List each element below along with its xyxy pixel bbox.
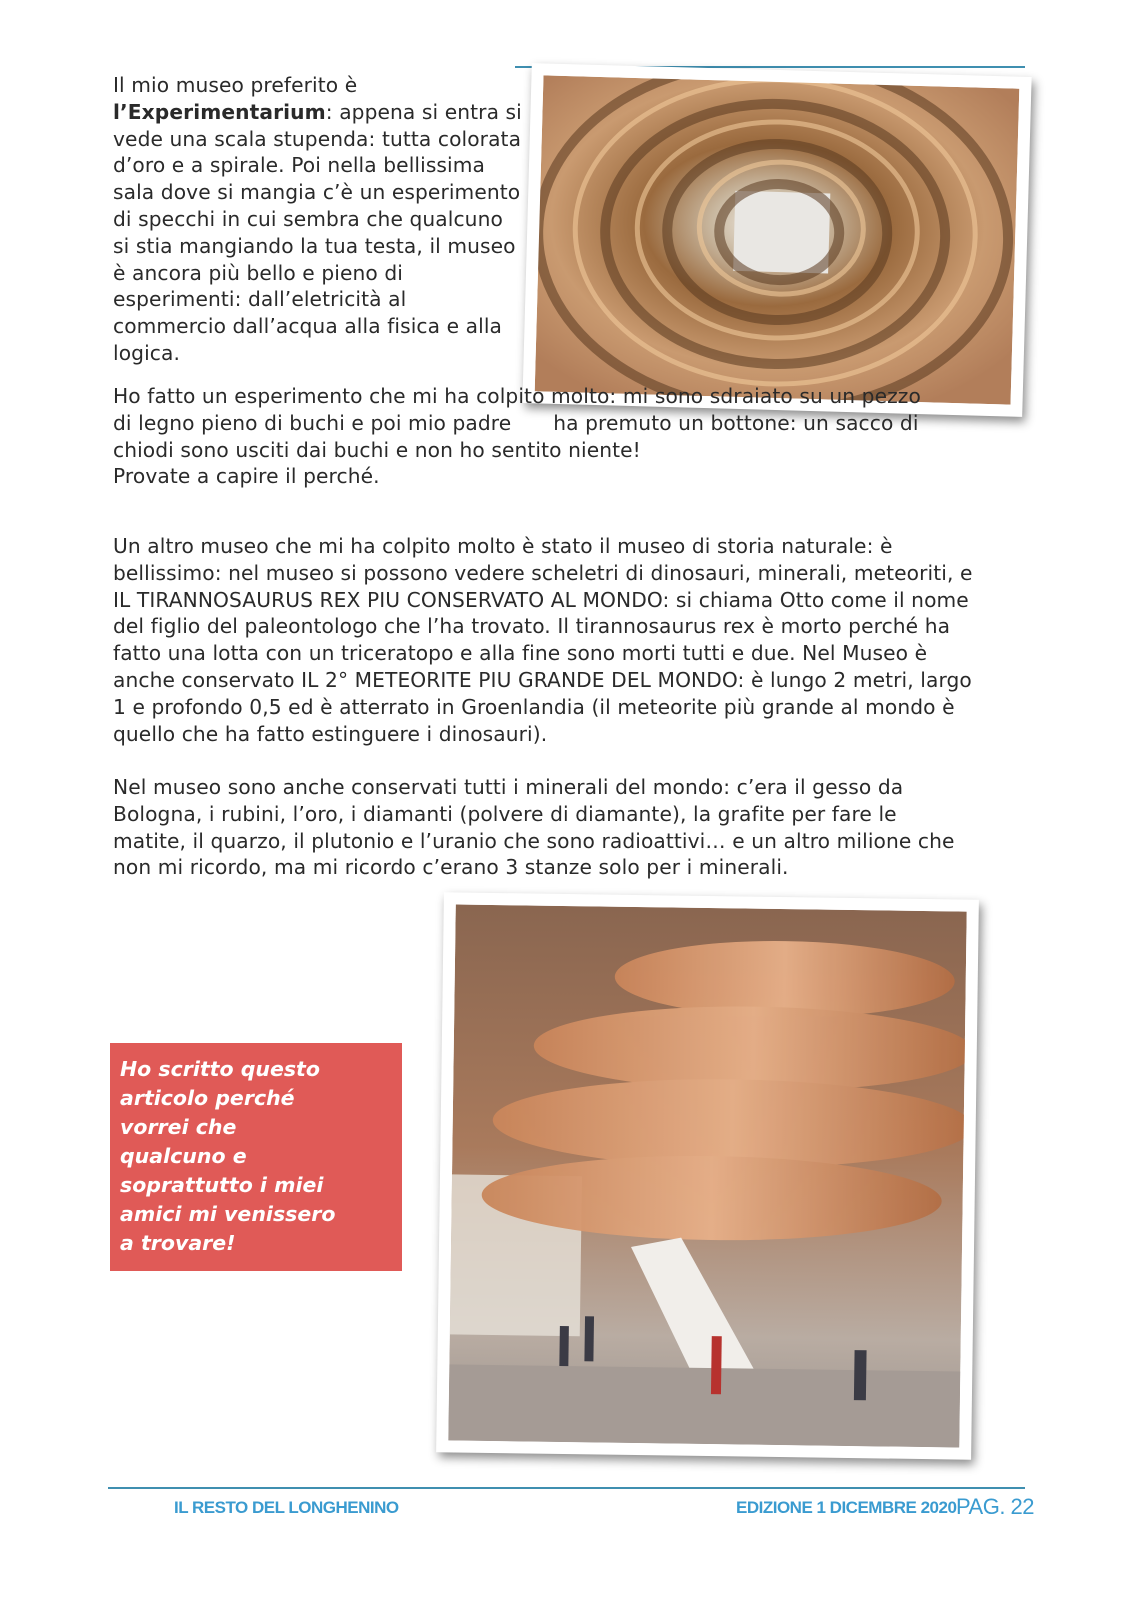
callout-text: Ho scritto questo articolo perché vorrei che qualcuno e soprattutto i miei amici mi venissero a trovare! bbox=[120, 1057, 336, 1255]
paragraph-experiment: Ho fatto un esperimento che mi ha colpito molto: mi sono sdraiato su un pezzo di legno pieno di buchi e poi mio padre ha premuto un bottone: un sacco di chiodi sono usciti dai buchi e non ho sentito niente! Provate a capire il perché. bbox=[113, 384, 921, 489]
paragraph-natural-history: Un altro museo che mi ha colpito molto è stato il museo di storia naturale: è bellissimo: nel museo si possono vedere scheletri di dinosauri, minerali, meteoriti, e IL TIRANNOSAURUS REX PIU CONSERVATO AL MONDO: si chiama Otto come il nome del figlio del paleontologo che l’ha trovato. Il tirannosaurus rex è morto perché ha fatto una lotta con un triceratopo e alla fine sono morti tutti e due. Nel Museo è anche conservato IL 2° METEORITE PIU GRANDE DEL MONDO: è lungo 2 metri, largo 1 e profondo 0,5 ed è atterrato in Groenlandia (il meteorite più grande al mondo è quello che ha fatto estinguere i dinosauri). bbox=[113, 534, 973, 746]
photo-spiral-staircase-top-view bbox=[522, 63, 1031, 417]
footer-rule bbox=[108, 1487, 1025, 1489]
footer-edition: EDIZIONE 1 DICEMBRE 2020 bbox=[736, 1498, 957, 1517]
footer-publication: IL RESTO DEL LONGHENINO bbox=[174, 1498, 399, 1517]
photo-copper-staircase-atrium bbox=[436, 892, 979, 1459]
footer-page-number: PAG. 22 bbox=[956, 1494, 1035, 1519]
museum-name: l’Experimentarium bbox=[113, 99, 326, 124]
paragraph-minerals: Nel museo sono anche conservati tutti i minerali del mondo: c’era il gesso da Bologna, i rubini, l’oro, i diamanti (polvere di diamante), la grafite per fare le matite, il quarzo, il plutonio e l’uranio che sono radioattivi… e un altro milione che non mi ricordo, ma mi ricordo c’erano 3 stanze solo per i minerali. bbox=[113, 775, 955, 880]
paragraph-intro: Il mio museo preferito è l’Experimentarium: appena si entra si vede una scala stupenda: tutta colorata d’oro e a spirale. Poi nella bellissima sala dove si mangia c’è un esperimento di specchi in cui sembra che qualcuno si stia mangiando la tua testa, il museo è ancora più bello e pieno di esperimenti: dall’eletricità al commercio dall’acqua alla fisica e alla logica. bbox=[113, 73, 522, 365]
callout-box bbox=[110, 1043, 402, 1271]
